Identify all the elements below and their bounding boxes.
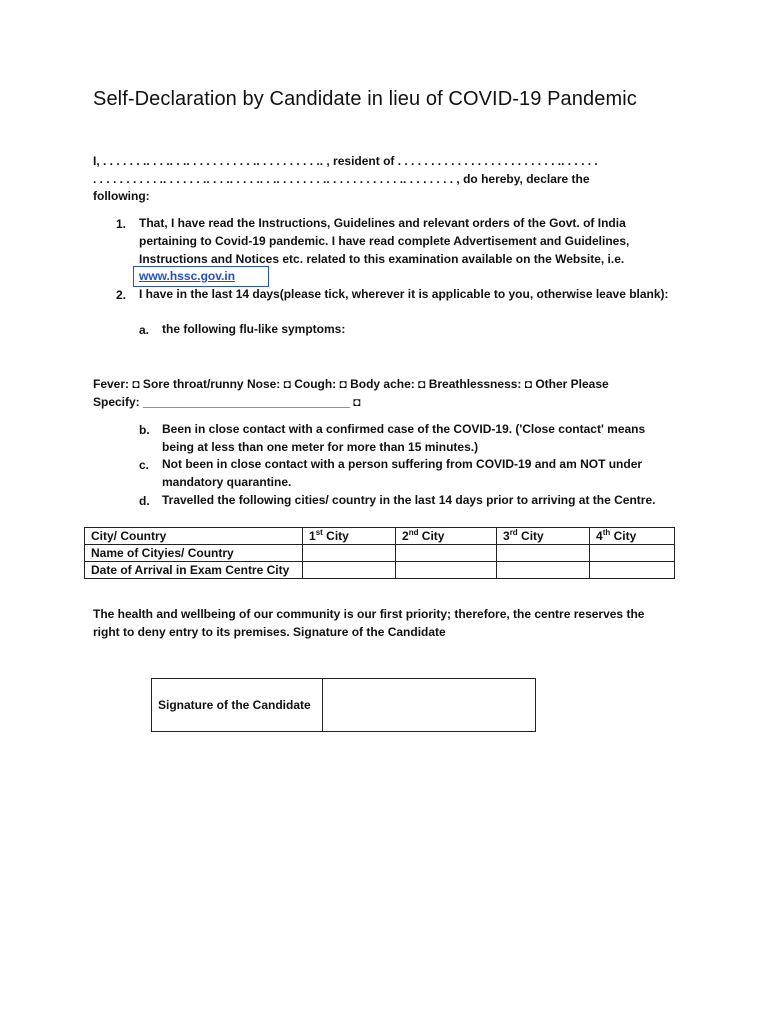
- item-1-line-2: pertaining to Covid-19 pandemic. I have read complete Advertisement and Guidelines,: [139, 234, 630, 248]
- table-header-row: [85, 528, 675, 545]
- item-1-line-3: Instructions and Notices etc. related to this examination available on the Website, i.e.: [139, 252, 625, 266]
- row-label-city-names: Name of Cityies/ Country: [85, 545, 303, 562]
- intro-line-1: I, . . . . . . .. . . .. . .. . . . . . . . . . .. . . . . . . . . .. , resident of . . . . . . . . . . . . . . . . . . . . . . . . .. . . . . .: [93, 154, 598, 168]
- subitem-b-line-1: Been in close contact with a confirmed case of the COVID-19. ('Close contact' means: [162, 422, 646, 436]
- intro-line-3: following:: [93, 189, 150, 203]
- city-2-name-cell[interactable]: [396, 545, 497, 562]
- closing-line-2: right to deny entry to its premises. Signature of the Candidate: [93, 625, 446, 639]
- header-city-country: City/ Country: [85, 528, 303, 545]
- header-4th-city: 4th City: [590, 528, 675, 545]
- signature-field[interactable]: [323, 679, 536, 732]
- item-2-text: I have in the last 14 days(please tick, wherever it is applicable to you, otherwise leave blank):: [139, 287, 669, 301]
- subitem-b-label: b.: [139, 423, 150, 437]
- subitem-a-text: the following flu-like symptoms:: [162, 322, 346, 336]
- intro-line-2: . . . . . . . . . . .. . . . . . .. . . .. . . . .. . .. . . . . . . .. . . . . . . . . . . .. . . . . . . . , do hereby, declare the: [93, 172, 590, 186]
- table-row: [85, 545, 675, 562]
- page-title: Self-Declaration by Candidate in lieu of COVID-19 Pandemic: [93, 88, 637, 110]
- item-1-number: 1.: [116, 217, 127, 231]
- subitem-c-line-1: Not been in close contact with a person suffering from COVID-19 and am NOT under: [162, 457, 643, 471]
- city-4-date-cell[interactable]: [590, 562, 675, 579]
- header-3rd-city: 3rd City: [497, 528, 590, 545]
- item-2-number: 2.: [116, 288, 127, 302]
- city-3-date-cell[interactable]: [497, 562, 590, 579]
- symptoms-line-1[interactable]: Fever: ◘ Sore throat/runny Nose: ◘ Cough: ◘ Body ache: ◘ Breathlessness: ◘ Other Please: [93, 377, 609, 391]
- subitem-c-label: c.: [139, 458, 150, 472]
- city-1-name-cell[interactable]: [303, 545, 396, 562]
- subitem-b-line-2: being at less than one meter for more than 15 minutes.): [162, 440, 479, 454]
- closing-line-1: The health and wellbeing of our community is our first priority; therefore, the centre reserves the: [93, 607, 645, 621]
- table-row: [85, 562, 675, 579]
- subitem-d-label: d.: [139, 494, 150, 508]
- symptoms-line-2[interactable]: Specify: _______________________________ ◘: [93, 395, 361, 409]
- city-4-name-cell[interactable]: [590, 545, 675, 562]
- website-link[interactable]: www.hssc.gov.in: [139, 269, 236, 283]
- item-1-line-1: That, I have read the Instructions, Guidelines and relevant orders of the Govt. of India: [139, 216, 626, 230]
- cities-table: [84, 527, 675, 579]
- header-2nd-city: 2nd City: [396, 528, 497, 545]
- signature-label: Signature of the Candidate: [152, 679, 323, 732]
- row-label-arrival-date: Date of Arrival in Exam Centre City: [85, 562, 303, 579]
- subitem-a-label: a.: [139, 323, 150, 337]
- city-2-date-cell[interactable]: [396, 562, 497, 579]
- city-1-date-cell[interactable]: [303, 562, 396, 579]
- signature-table: [151, 678, 536, 732]
- header-1st-city: 1st City: [303, 528, 396, 545]
- city-3-name-cell[interactable]: [497, 545, 590, 562]
- subitem-c-line-2: mandatory quarantine.: [162, 475, 292, 489]
- subitem-d-text: Travelled the following cities/ country in the last 14 days prior to arriving at the Centre.: [162, 493, 656, 507]
